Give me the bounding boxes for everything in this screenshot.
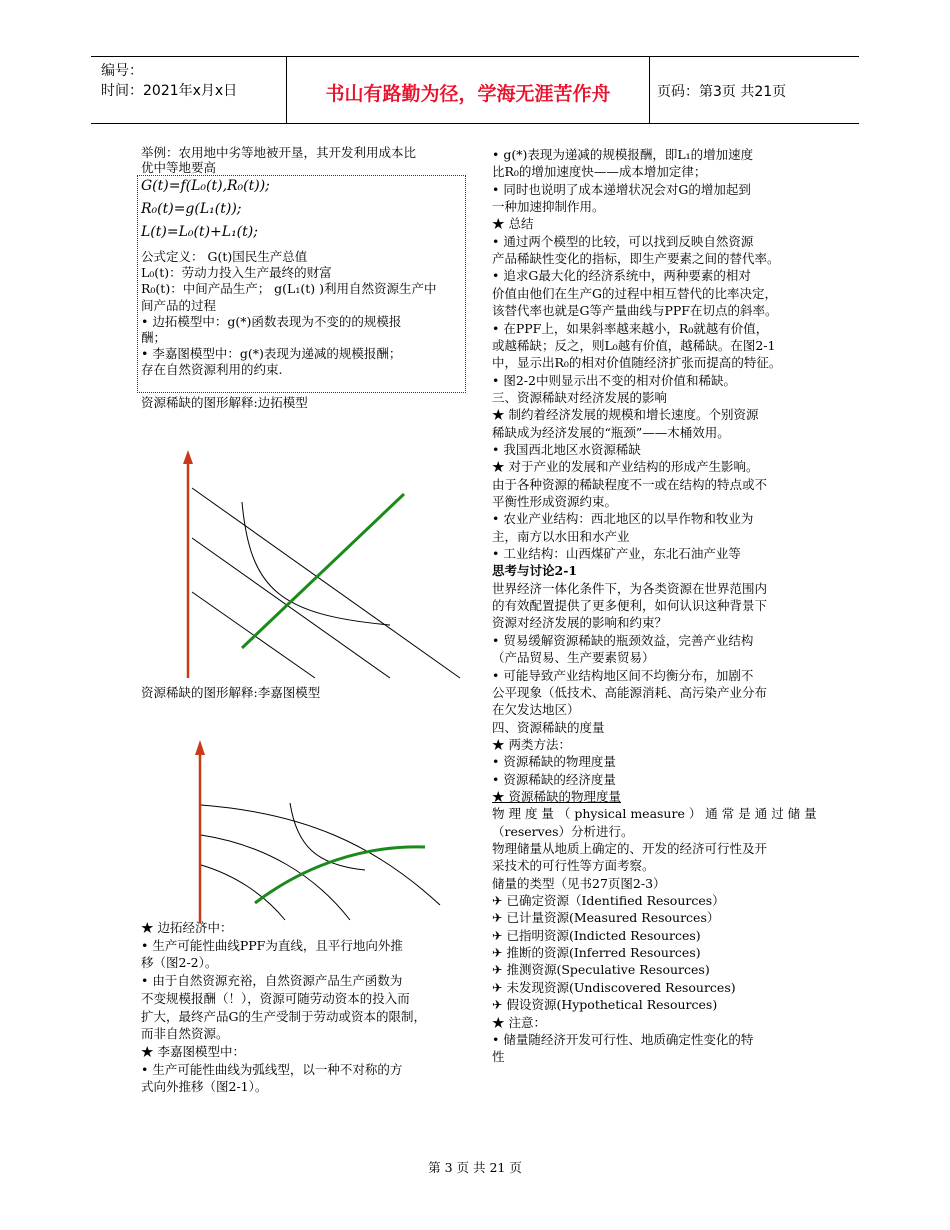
left-line-5: 不变规模报酬（！），资源可随劳动资本的投入而 <box>141 990 410 1006</box>
right-line-50: ✈ 假设资源(Hypothetical Resources) <box>492 997 718 1013</box>
right-line-42: 采技术的可行性等方面考察。 <box>492 858 655 874</box>
right-line-22: • 农业产业结构：西北地区的以旱作物和牧业为 <box>492 511 754 527</box>
expansion-path <box>255 847 425 903</box>
right-line-45: ✈ 已计量资源(Measured Resources） <box>492 910 720 926</box>
right-line-27: 的有效配置提供了更多便利，如何认识这种背景下 <box>492 598 768 614</box>
right-line-18: • 我国西北地区水资源稀缺 <box>492 441 641 457</box>
right-line-19: ★ 对于产业的发展和产业结构的形成产生影响。 <box>492 459 759 475</box>
caption-ricardo-model: 资源稀缺的图形解释:李嘉图模型 <box>141 685 321 700</box>
right-line-17: 稀缺成为经济发展的“瓶颈”——木桶效用。 <box>492 424 730 440</box>
right-line-28: 资源对经济发展的影响和约束？ <box>492 615 668 631</box>
right-line-25: 思考与讨论2-1 <box>492 563 578 579</box>
definition-line-2: L₀(t)：劳动力投入生产最终的财富 <box>141 265 332 281</box>
right-line-14: • 图2-2中则显示出不变的相对价值和稀缺。 <box>492 372 736 388</box>
right-line-11: • 在PPF上，如果斜率越来越小，R₀就越有价值， <box>492 320 769 336</box>
ppf-line-2 <box>192 538 390 678</box>
formula-2: R₀(t)=g(L₁(t)); <box>141 201 242 217</box>
right-line-32: 公平现象（低技术、高能源消耗、高污染产业分布 <box>492 684 768 700</box>
intro-line-2: 优中等地要高 <box>141 160 217 175</box>
header-left-cell <box>91 57 286 123</box>
right-line-23: 主，南方以水田和水产业 <box>492 528 630 544</box>
y-axis-arrow <box>195 740 205 755</box>
ppf-curve-2 <box>201 835 350 920</box>
left-line-4: • 由于自然资源充裕，自然资源产品生产函数为 <box>141 973 403 989</box>
intro-line-1: 举例：农用地中劣等地被开垦，其开发利用成本比 <box>141 145 417 160</box>
right-line-26: 世界经济一体化条件下，为各类资源在世界范围内 <box>492 580 768 596</box>
ppf-line-1 <box>192 488 460 678</box>
number-label: 编号： <box>101 63 143 79</box>
right-line-2: 比R₀的增加速度快——成本增加定律； <box>492 164 707 180</box>
right-line-47: ✈ 推断的资源(Inferred Resources) <box>492 945 701 961</box>
right-line-38: ★ 资源稀缺的物理度量 <box>492 788 621 804</box>
right-line-15: 三、资源稀缺对经济发展的影响 <box>492 389 668 405</box>
right-line-3: • 同时也说明了成本递增状况会对G的增加起到 <box>492 181 751 197</box>
right-line-7: 产品稀缺性变化的指标，即生产要素之间的替代率。 <box>492 251 780 267</box>
right-line-35: ★ 两类方法： <box>492 736 571 752</box>
definition-line-7: • 李嘉图模型中：g(*)表现为递减的规模报酬； <box>141 346 402 362</box>
right-line-41: 物理储量从地质上确定的、开发的经济可行性及开 <box>492 841 768 856</box>
definition-line-3: R₀(t)：中间产品生产； g(L₁(t) )利用自然资源生产中 <box>141 281 437 297</box>
right-line-37: • 资源稀缺的经济度量 <box>492 771 616 787</box>
definition-line-5: • 边拓模型中：g(*)函数表现为不变的的规模报 <box>141 313 402 329</box>
bianto-model-figure <box>170 440 470 680</box>
caption-bianto-model: 资源稀缺的图形解释:边拓模型 <box>141 395 308 410</box>
y-axis-arrow <box>183 450 193 464</box>
left-line-6: 扩大，最终产品G的生产受制于劳动或资本的限制， <box>141 1008 426 1024</box>
left-line-10: 式向外推移（图2-1）。 <box>141 1079 268 1095</box>
right-line-40: （reserves）分析进行。 <box>492 823 634 839</box>
right-line-9: 价值由他们在生产G的过程中相互替代的比率决定， <box>492 285 777 301</box>
formula-1: G(t)=f(L₀(t),R₀(t)); <box>141 178 270 194</box>
right-line-51: ★ 注意： <box>492 1014 546 1030</box>
right-line-21: 平衡性形成资源约束。 <box>492 494 618 509</box>
header-motto-cell <box>286 57 650 123</box>
right-line-8: • 追求G最大化的经济系统中，两种要素的相对 <box>492 268 751 284</box>
left-line-1: ★ 边拓经济中： <box>141 920 233 935</box>
left-line-3: 移（图2-2）。 <box>141 955 218 971</box>
right-line-24: • 工业结构：山西煤矿产业，东北石油产业等 <box>492 546 741 562</box>
right-line-31: • 可能导致产业结构地区间不均衡分布，加剧不 <box>492 667 754 683</box>
page-label: 页码：第3页 共21页 <box>657 84 787 100</box>
right-line-36: • 资源稀缺的物理度量 <box>492 754 616 770</box>
motto: 书山有路勤为径，学海无涯苦作舟 <box>325 83 611 105</box>
right-line-4: 一种加速抑制作用。 <box>492 199 605 215</box>
right-line-44: ✈ 已确定资源（Identified Resources） <box>492 893 725 909</box>
isoquant-curve <box>242 502 390 625</box>
right-line-10: 该替代率也就是G等产量曲线与PPF在切点的斜率。 <box>492 303 778 319</box>
time-label: 时间：2021年x月x日 <box>101 83 238 99</box>
right-line-16: ★ 制约着经济发展的规模和增长速度。个别资源 <box>492 407 759 423</box>
right-line-29: • 贸易缓解资源稀缺的瓶颈效益，完善产业结构 <box>492 632 754 648</box>
right-line-39: 物 理 度 量 （ physical measure ） 通 常 是 通 过 储 量 <box>492 806 817 822</box>
right-line-34: 四、资源稀缺的度量 <box>492 719 605 735</box>
page-header <box>91 56 859 124</box>
header-page-cell <box>649 57 859 123</box>
definition-line-8: 存在自然资源利用的约束. <box>141 362 283 378</box>
ricardo-model-figure <box>185 735 455 925</box>
right-line-12: 或越稀缺；反之，则L₀越有价值，越稀缺。在图2-1 <box>492 337 776 353</box>
page-footer: 第 3 页 共 21 页 <box>428 1160 522 1175</box>
right-line-53: 性 <box>492 1049 505 1065</box>
left-line-8: ★ 李嘉图模型中： <box>141 1043 245 1059</box>
right-line-48: ✈ 推测资源(Speculative Resources) <box>492 962 710 978</box>
left-line-7: 而非自然资源。 <box>141 1026 229 1042</box>
right-line-30: （产品贸易、生产要素贸易） <box>492 650 655 666</box>
right-line-43: 储量的类型（见书27页图2-3） <box>492 875 666 891</box>
definition-line-4: 间产品的过程 <box>141 297 217 313</box>
right-line-20: 由于各种资源的稀缺程度不一或在结构的特点或不 <box>492 476 768 492</box>
right-line-6: • 通过两个模型的比较，可以找到反映自然资源 <box>492 233 754 249</box>
right-line-13: 中，显示出R₀的相对价值随经济扩张而提高的特征。 <box>492 355 782 371</box>
left-line-9: • 生产可能性曲线为弧线型，以一种不对称的方 <box>141 1061 403 1077</box>
right-line-1: • g(*)表现为递减的规模报酬，即L₁的增加速度 <box>492 147 754 162</box>
formula-3: L(t)=L₀(t)+L₁(t); <box>141 224 258 240</box>
left-line-2: • 生产可能性曲线PPF为直线，且平行地向外推 <box>141 937 403 953</box>
right-line-49: ✈ 未发现资源(Undiscovered Resources) <box>492 979 736 995</box>
right-line-5: ★ 总结 <box>492 216 534 232</box>
right-line-46: ✈ 已指明资源(Indicted Resources) <box>492 927 701 943</box>
isoquant-curve <box>290 803 365 870</box>
ppf-curve-1 <box>201 805 440 905</box>
definition-line-1: 公式定义： G(t)国民生产总值 <box>141 249 308 264</box>
definition-line-6: 酬； <box>141 330 167 345</box>
right-line-52: • 储量随经济开发可行性、地质确定性变化的特 <box>492 1031 754 1047</box>
expansion-path <box>242 494 404 648</box>
right-line-33: 在欠发达地区） <box>492 702 580 718</box>
